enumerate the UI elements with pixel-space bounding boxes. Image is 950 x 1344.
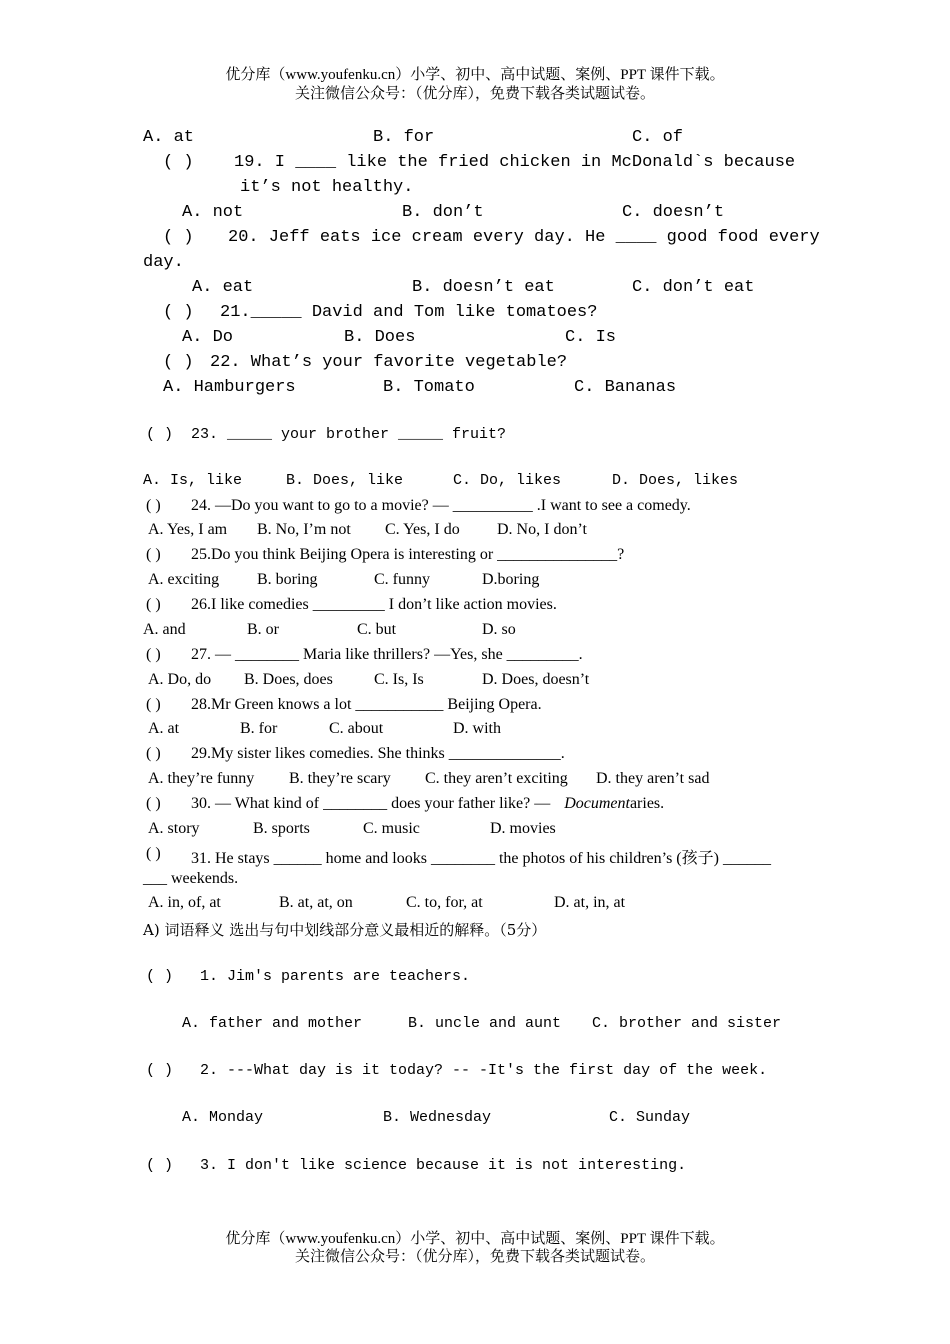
q27-option-a: A. Do, do bbox=[148, 671, 212, 688]
q26-option-d: D. so bbox=[482, 621, 516, 638]
q29-option-c: C. they aren’t exciting bbox=[425, 770, 568, 787]
vocab1-option-b: B. uncle and aunt bbox=[408, 1015, 562, 1032]
q27-answer-paren: ( ) bbox=[146, 646, 161, 663]
q20-answer-paren: ( ) bbox=[163, 228, 194, 247]
q26-stem: 26.I like comedies _________ I don’t like action movies. bbox=[191, 596, 557, 613]
vocab2-option-b: B. Wednesday bbox=[383, 1109, 492, 1126]
q21-answer-paren: ( ) bbox=[163, 303, 194, 322]
q23-option-a: A. Is, like bbox=[143, 472, 243, 489]
q19-option-a: A. not bbox=[182, 203, 244, 222]
q31-option-d: D. at, in, at bbox=[554, 894, 626, 911]
q21-option-c: C. Is bbox=[565, 328, 617, 347]
vocab1-option-c: C. brother and sister bbox=[592, 1015, 782, 1032]
q22-option-a: A. Hamburgers bbox=[163, 378, 296, 397]
vocab2-option-c: C. Sunday bbox=[609, 1109, 691, 1126]
q21-option-b: B. Does bbox=[344, 328, 416, 347]
vocab2-stem: 2. ---What day is it today? -- -It's the first day of the week. bbox=[200, 1062, 768, 1079]
q28-option-d: D. with bbox=[453, 720, 501, 737]
q30-stem-italic: Document bbox=[564, 795, 630, 812]
q18-option-b: B. for bbox=[373, 128, 435, 147]
q27-option-c: C. Is, Is bbox=[374, 671, 424, 688]
q28-option-a: A. at bbox=[148, 720, 180, 737]
q24-answer-paren: ( ) bbox=[146, 497, 161, 514]
vocab3-answer-paren: ( ) bbox=[146, 1157, 174, 1174]
q23-stem: 23. _____ your brother _____ fruit? bbox=[191, 426, 507, 443]
q22-option-b: B. Tomato bbox=[383, 378, 475, 397]
q30-stem-tail: aries. bbox=[629, 795, 665, 812]
q27-option-d: D. Does, doesn’t bbox=[482, 671, 590, 688]
q20-option-a: A. eat bbox=[192, 278, 254, 297]
q26-option-c: C. but bbox=[357, 621, 397, 638]
q22-answer-paren: ( ) bbox=[163, 353, 194, 372]
vocab2-answer-paren: ( ) bbox=[146, 1062, 174, 1079]
q23-option-c: C. Do, likes bbox=[453, 472, 562, 489]
header-line-2: 关注微信公众号：（优分库），免费下载各类试题试卷。 bbox=[294, 86, 655, 102]
vocab1-answer-paren: ( ) bbox=[146, 968, 174, 985]
q25-option-d: D.boring bbox=[482, 571, 540, 588]
q26-option-a: A. and bbox=[143, 621, 186, 638]
q23-answer-paren: ( ) bbox=[146, 426, 174, 443]
q28-stem: 28.Mr Green knows a lot ___________ Beijing Opera. bbox=[191, 696, 542, 713]
q23-option-b: B. Does, like bbox=[286, 472, 404, 489]
q31-stem-continued: ___ weekends. bbox=[143, 870, 239, 887]
q24-option-a: A. Yes, I am bbox=[148, 521, 228, 538]
footer-line-1: 优分库（www.youfenku.cn）小学、初中、高中试题、案例、PPT 课件下载。 bbox=[225, 1231, 725, 1247]
q24-option-c: C. Yes, I do bbox=[385, 521, 460, 538]
vocab1-stem: 1. Jim's parents are teachers. bbox=[200, 968, 471, 985]
q26-option-b: B. or bbox=[247, 621, 279, 638]
q29-answer-paren: ( ) bbox=[146, 745, 161, 762]
q19-option-c: C. doesn’t bbox=[622, 203, 725, 222]
q18-option-a: A. at bbox=[143, 128, 195, 147]
q30-stem bbox=[191, 795, 664, 813]
q31-stem: 31. He stays ______ home and looks ________ the photos of his children’s (孩子) ______ bbox=[191, 850, 771, 867]
vocab1-option-a: A. father and mother bbox=[182, 1015, 363, 1032]
q27-stem: 27. — ________ Maria like thrillers? —Yes, she _________. bbox=[191, 646, 583, 663]
q21-stem: 21._____ David and Tom like tomatoes? bbox=[220, 303, 598, 322]
q19-stem: 19. I ____ like the fried chicken in McDonald`s because bbox=[234, 153, 796, 172]
q29-option-b: B. they’re scary bbox=[289, 770, 391, 787]
q25-stem: 25.Do you think Beijing Opera is interesting or _______________? bbox=[191, 546, 625, 563]
q28-option-b: B. for bbox=[240, 720, 278, 737]
q29-stem: 29.My sister likes comedies. She thinks ______________. bbox=[191, 745, 565, 762]
q31-option-c: C. to, for, at bbox=[406, 894, 483, 911]
vocab2-option-a: A. Monday bbox=[182, 1109, 264, 1126]
header-line-1: 优分库（www.youfenku.cn）小学、初中、高中试题、案例、PPT 课件下载。 bbox=[225, 67, 725, 83]
q31-option-b: B. at, at, on bbox=[279, 894, 353, 911]
q31-answer-paren: ( ) bbox=[146, 845, 161, 862]
q30-option-b: B. sports bbox=[253, 820, 310, 837]
q29-option-a: A. they’re funny bbox=[148, 770, 255, 787]
q24-option-d: D. No, I don’t bbox=[497, 521, 587, 538]
footer-line-2: 关注微信公众号：（优分库），免费下载各类试题试卷。 bbox=[294, 1249, 655, 1265]
q26-answer-paren: ( ) bbox=[146, 596, 161, 613]
q30-option-c: C. music bbox=[363, 820, 420, 837]
q30-option-a: A. story bbox=[148, 820, 200, 837]
q20-option-b: B. doesn’t eat bbox=[412, 278, 555, 297]
q20-option-c: C. don’t eat bbox=[632, 278, 755, 297]
vocab3-stem: 3. I don't like science because it is not interesting. bbox=[200, 1157, 687, 1174]
q23-option-d: D. Does, likes bbox=[612, 472, 739, 489]
q28-option-c: C. about bbox=[329, 720, 384, 737]
q18-option-c: C. of bbox=[632, 128, 684, 147]
q24-option-b: B. No, I’m not bbox=[257, 521, 351, 538]
q25-option-b: B. boring bbox=[257, 571, 318, 588]
q22-stem: 22. What’s your favorite vegetable? bbox=[210, 353, 568, 372]
q28-answer-paren: ( ) bbox=[146, 696, 161, 713]
q29-option-d: D. they aren’t sad bbox=[596, 770, 710, 787]
q25-option-a: A. exciting bbox=[148, 571, 220, 588]
q21-option-a: A. Do bbox=[182, 328, 234, 347]
q30-option-d: D. movies bbox=[490, 820, 556, 837]
q27-option-b: B. Does, does bbox=[244, 671, 333, 688]
q19-option-b: B. don’t bbox=[402, 203, 484, 222]
q30-stem-text: 30. — What kind of ________ does your father like? — bbox=[191, 795, 551, 812]
section-a-title: A) 词语释义 选出与句中划线部分意义最相近的解释。（5分） bbox=[143, 921, 547, 939]
q22-option-c: C. Bananas bbox=[574, 378, 677, 397]
q20-stem: 20. Jeff eats ice cream every day. He ____ good food every bbox=[228, 228, 820, 247]
q19-stem-continued: it’s not healthy. bbox=[240, 178, 414, 197]
q20-stem-continued: day. bbox=[143, 253, 184, 272]
q24-stem: 24. —Do you want to go to a movie? — __________ .I want to see a comedy. bbox=[191, 497, 691, 514]
q31-option-a: A. in, of, at bbox=[148, 894, 221, 911]
q30-answer-paren: ( ) bbox=[146, 795, 161, 812]
q25-answer-paren: ( ) bbox=[146, 546, 161, 563]
q19-answer-paren: ( ) bbox=[163, 153, 194, 172]
q25-option-c: C. funny bbox=[374, 571, 430, 588]
